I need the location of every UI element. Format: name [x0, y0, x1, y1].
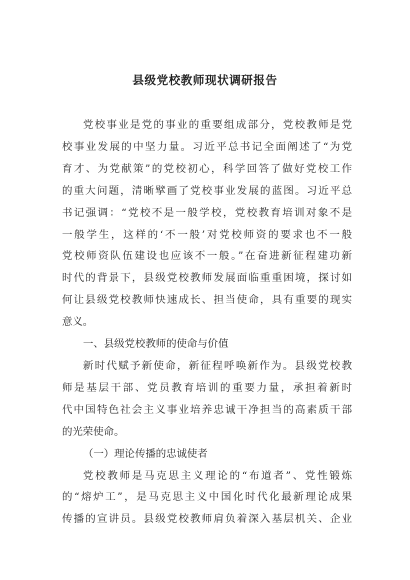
paragraph-line: 党校教师是马克思主义理论的“布道者”、党性锻炼	[83, 469, 352, 482]
paragraph-line: 传播的宣讲员。县级党校教师肩负着深入基层机关、企业	[62, 513, 352, 526]
paragraph-line: 的重大问题，清晰擘画了党校事业发展的蓝图。习近平总	[62, 184, 352, 197]
document-title: 县级党校教师现状调研报告	[132, 73, 278, 87]
paragraph-line: 书记强调：“党校不是一般学校，党校教育培训对象不是	[62, 206, 352, 219]
paragraph-line: 党校师资队伍建设也应该不一般。”在奋进新征程建功新	[62, 250, 352, 263]
paragraph-line: 的“熔炉工”，是马克思主义中国化时代化最新理论成果	[62, 491, 352, 504]
document-body	[62, 115, 352, 531]
paragraph-line: 时代的背景下，县级党校教师发展面临重重困境，探讨如	[62, 272, 352, 285]
paragraph-line: 一般学生，这样的‘不一般’对党校师资的要求也不一般	[62, 228, 352, 241]
paragraph-line: 何让县级党校教师快速成长、担当使命，具有重要的现实	[62, 294, 352, 307]
paragraph-line: 的光荣使命。	[62, 425, 125, 438]
paragraph-line: 育才、为党献策”的党校初心，科学回答了做好党校工作	[62, 162, 352, 175]
paragraph-line: 党校事业是党的事业的重要组成部分，党校教师是党	[83, 119, 352, 131]
paragraph-line: 校事业发展的中坚力量。习近平总书记全面阐述了“为党	[62, 140, 352, 153]
section-heading: 一、县级党校教师的使命与价值	[83, 338, 229, 351]
subsection-heading: （一）理论传播的忠诚使者	[83, 447, 208, 460]
paragraph-line: 意义。	[62, 316, 94, 329]
paragraph-line: 新时代赋予新使命，新征程呼唤新作为。县级党校教	[83, 359, 352, 372]
paragraph-line: 代中国特色社会主义事业培养忠诚干净担当的高素质干部	[62, 403, 352, 416]
paragraph-line: 师是基层干部、党员教育培训的重要力量，承担着新时	[62, 381, 352, 394]
